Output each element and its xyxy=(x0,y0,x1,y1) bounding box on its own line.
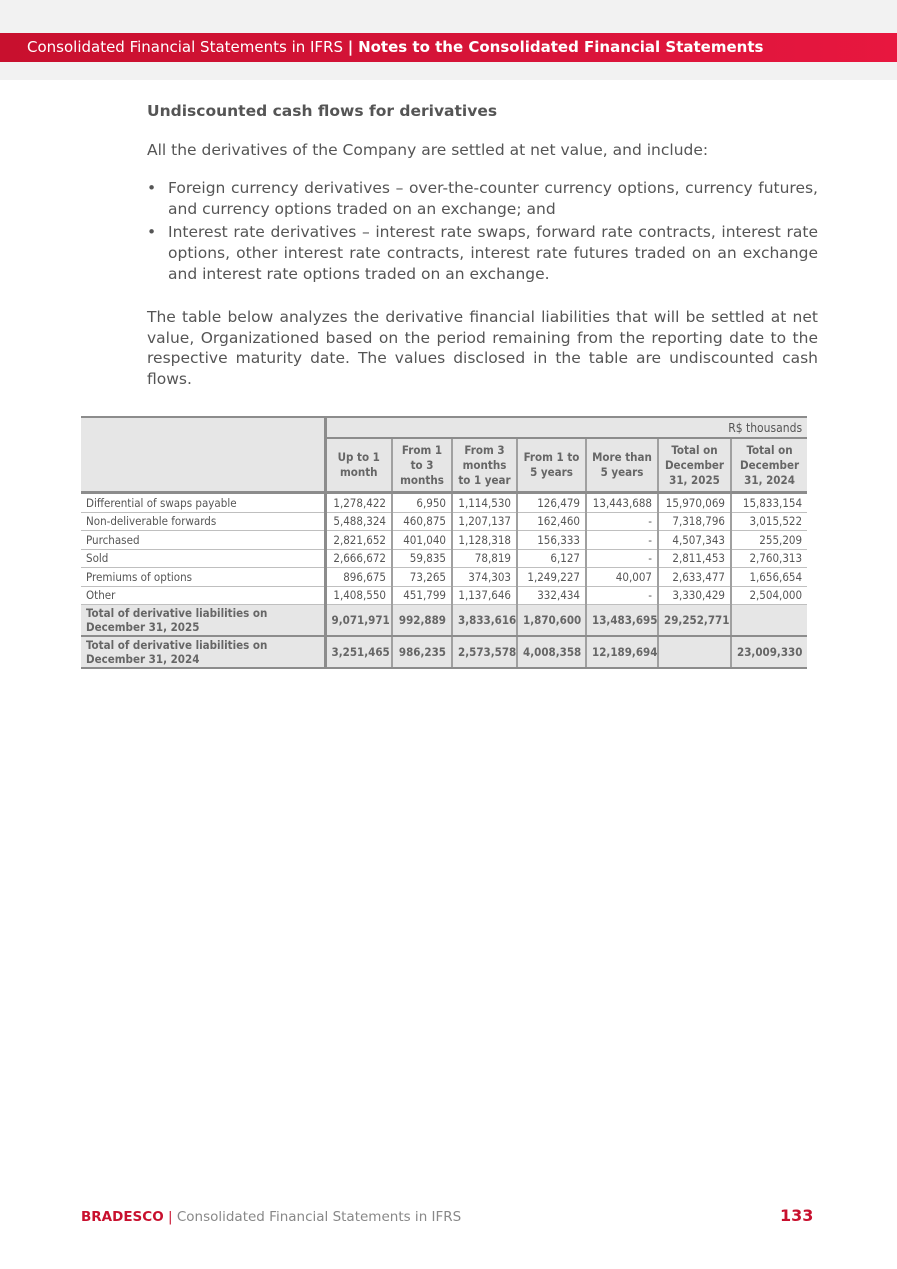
table-cell: 4,008,358 xyxy=(517,636,586,668)
column-header: Up to 1 month xyxy=(325,438,392,493)
header-section-title: Notes to the Consolidated Financial Statements xyxy=(358,38,764,56)
table-cell: 2,811,453 xyxy=(658,549,731,568)
table-cell: 59,835 xyxy=(392,549,452,568)
section-heading: Undiscounted cash flows for derivatives xyxy=(147,102,498,120)
table-body xyxy=(81,493,807,605)
table-cell: 1,278,422 xyxy=(325,493,392,513)
table-cell: 15,970,069 xyxy=(658,493,731,513)
table-cell: 896,675 xyxy=(325,568,392,587)
table-totals xyxy=(81,605,807,669)
list-item xyxy=(147,222,818,285)
row-label: Sold xyxy=(81,549,325,568)
header-separator: | xyxy=(347,38,354,56)
table-cell: 460,875 xyxy=(392,512,452,531)
table-stub-header xyxy=(81,417,325,493)
bullet-icon: • xyxy=(147,223,157,241)
table-cell: 29,252,771 xyxy=(658,605,731,637)
column-header: From 3 months to 1 year xyxy=(452,438,517,493)
header-doc-title: Consolidated Financial Statements in IFRS xyxy=(27,38,344,56)
table-cell: 126,479 xyxy=(517,493,586,513)
total-row xyxy=(81,605,807,637)
unit-label: R$ thousands xyxy=(325,417,807,438)
table-cell: 255,209 xyxy=(731,531,807,550)
table-cell: 1,870,600 xyxy=(517,605,586,637)
list-item-text: Interest rate derivatives – interest rate swaps, forward rate contracts, interest rate options, other interest rate contracts, interest rate futures traded on an exchange and interest rate options traded on an exchange. xyxy=(168,223,818,283)
table-cell: 1,408,550 xyxy=(325,586,392,605)
bullet-list xyxy=(147,178,818,285)
main-content xyxy=(147,100,818,389)
table-cell: 1,114,530 xyxy=(452,493,517,513)
table-cell: 13,443,688 xyxy=(586,493,658,513)
table-cell: 451,799 xyxy=(392,586,452,605)
table-cell: 9,071,971 xyxy=(325,605,392,637)
table-cell: 6,127 xyxy=(517,549,586,568)
table-cell: 12,189,694 xyxy=(586,636,658,668)
row-label: Purchased xyxy=(81,531,325,550)
table-cell: 1,656,654 xyxy=(731,568,807,587)
table-cell: 374,303 xyxy=(452,568,517,587)
table-cell: 3,251,465 xyxy=(325,636,392,668)
table-cell: 162,460 xyxy=(517,512,586,531)
footer-text: Consolidated Financial Statements in IFRS xyxy=(176,1209,462,1225)
table-row xyxy=(81,549,807,568)
table-cell: 401,040 xyxy=(392,531,452,550)
table-row xyxy=(81,493,807,513)
table-cell: 1,128,318 xyxy=(452,531,517,550)
table-row xyxy=(81,586,807,605)
table-cell: 2,760,313 xyxy=(731,549,807,568)
table-cell: 23,009,330 xyxy=(731,636,807,668)
bullet-icon: • xyxy=(147,179,157,197)
row-label: Other xyxy=(81,586,325,605)
table-cell: 3,330,429 xyxy=(658,586,731,605)
table-cell: 78,819 xyxy=(452,549,517,568)
footer xyxy=(81,1209,461,1225)
table-cell: 5,488,324 xyxy=(325,512,392,531)
table-row xyxy=(81,531,807,550)
table-cell: 7,318,796 xyxy=(658,512,731,531)
total-row xyxy=(81,636,807,668)
table-description: The table below analyzes the derivative financial liabilities that will be settled at net value, Organizationed based on the period remaining from the reporting date to the respective maturity date. The values disclosed in the table are undiscounted cash flows. xyxy=(147,308,818,388)
table-cell: 4,507,343 xyxy=(658,531,731,550)
table-cell: 986,235 xyxy=(392,636,452,668)
row-label: Total of derivative liabilities on December 31, 2025 xyxy=(81,605,325,637)
page-number: 133 xyxy=(780,1206,814,1225)
table-cell: 992,889 xyxy=(392,605,452,637)
table-cell: 40,007 xyxy=(586,568,658,587)
list-item-text: Foreign currency derivatives – over-the-counter currency options, currency futures, and currency options traded on an exchange; and xyxy=(168,179,818,218)
table-cell: 1,249,227 xyxy=(517,568,586,587)
table-cell: 13,483,695 xyxy=(586,605,658,637)
column-header: Total on December 31, 2024 xyxy=(731,438,807,493)
row-label: Premiums of options xyxy=(81,568,325,587)
header-bar xyxy=(0,33,897,62)
table-cell: - xyxy=(586,586,658,605)
column-header: From 1 to 3 months xyxy=(392,438,452,493)
table-cell: 1,137,646 xyxy=(452,586,517,605)
table-cell: 2,666,672 xyxy=(325,549,392,568)
footer-separator: | xyxy=(167,1209,173,1225)
table-cell: 156,333 xyxy=(517,531,586,550)
table-cell xyxy=(731,605,807,637)
footer-brand: BRADESCO xyxy=(81,1209,164,1225)
column-header: More than 5 years xyxy=(586,438,658,493)
table-row xyxy=(81,512,807,531)
derivatives-table xyxy=(81,416,807,669)
row-label: Total of derivative liabilities on December 31, 2024 xyxy=(81,636,325,668)
intro-paragraph: All the derivatives of the Company are settled at net value, and include: xyxy=(147,141,709,159)
column-header: From 1 to 5 years xyxy=(517,438,586,493)
table-cell: 15,833,154 xyxy=(731,493,807,513)
table-cell: 1,207,137 xyxy=(452,512,517,531)
table-row xyxy=(81,568,807,587)
table-cell: 2,573,578 xyxy=(452,636,517,668)
table-cell: - xyxy=(586,512,658,531)
list-item xyxy=(147,178,818,220)
column-header: Total on December 31, 2025 xyxy=(658,438,731,493)
table-cell: 332,434 xyxy=(517,586,586,605)
row-label: Non-deliverable forwards xyxy=(81,512,325,531)
table-cell: 2,504,000 xyxy=(731,586,807,605)
table-cell: - xyxy=(586,549,658,568)
row-label: Differential of swaps payable xyxy=(81,493,325,513)
table-cell: - xyxy=(586,531,658,550)
table-cell xyxy=(658,636,731,668)
table-cell: 6,950 xyxy=(392,493,452,513)
table-cell: 3,015,522 xyxy=(731,512,807,531)
table-cell: 3,833,616 xyxy=(452,605,517,637)
table-cell: 2,633,477 xyxy=(658,568,731,587)
table-cell: 2,821,652 xyxy=(325,531,392,550)
table-cell: 73,265 xyxy=(392,568,452,587)
